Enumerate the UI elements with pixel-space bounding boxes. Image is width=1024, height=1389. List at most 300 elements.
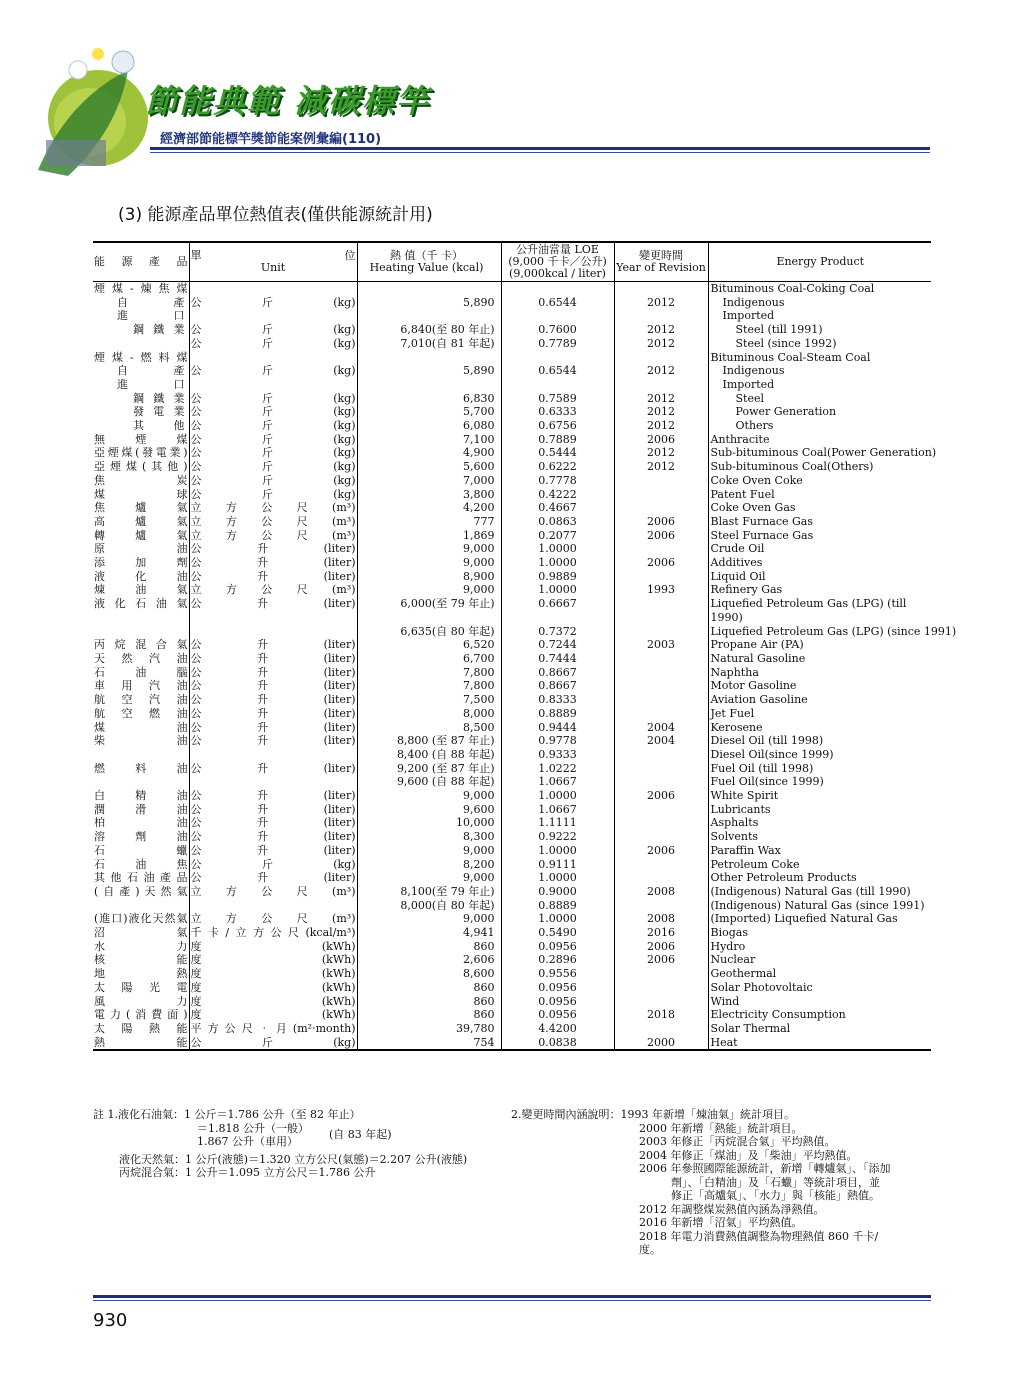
cell-loe: 0.4667 bbox=[501, 501, 614, 515]
cell-unit: 公升(liter) bbox=[190, 816, 356, 830]
col-header-unit bbox=[189, 242, 357, 282]
table-row bbox=[93, 844, 931, 858]
cell-energy-product-en: Jet Fuel bbox=[710, 706, 755, 720]
cell-unit: 立方公尺(m³) bbox=[190, 884, 356, 898]
cell-year-revision: 2000 bbox=[614, 1036, 708, 1051]
cell-unit: 公升(liter) bbox=[190, 569, 356, 583]
cell-heating-value: 7,500 bbox=[357, 693, 501, 707]
cell-unit bbox=[189, 625, 357, 639]
cell-product-name: 高爐氣 bbox=[94, 514, 188, 528]
cell-loe: 0.7244 bbox=[501, 638, 614, 652]
cell-heating-value: 8,000(自 80 年起) bbox=[357, 899, 501, 913]
cell-year-revision bbox=[614, 707, 708, 721]
note-lpg-2: ＝1.818 公升（一般） bbox=[197, 1121, 309, 1135]
cell-product-name: 自產 bbox=[93, 364, 189, 378]
cell-energy-product-en: Petroleum Coke bbox=[710, 857, 800, 871]
note-rev-2: 2003 年修正「丙烷混合氣」平均熱值。 bbox=[639, 1135, 836, 1148]
cell-product-name: 核能 bbox=[94, 953, 188, 967]
cell-year-revision bbox=[614, 542, 708, 556]
cell-loe: 0.8333 bbox=[501, 693, 614, 707]
cell-unit: 公斤(kg) bbox=[190, 323, 356, 337]
cell-unit: 公升(liter) bbox=[190, 556, 356, 570]
cell-product-name: 石蠟 bbox=[94, 843, 188, 857]
cell-loe: 1.0667 bbox=[501, 803, 614, 817]
cell-heating-value bbox=[357, 378, 501, 392]
cell-unit: 度(kWh) bbox=[190, 939, 356, 953]
cell-product-name: 煉油氣 bbox=[94, 583, 188, 597]
cell-energy-product-en: White Spirit bbox=[710, 789, 779, 803]
cell-loe: 0.0956 bbox=[501, 981, 614, 995]
cell-year-revision: 2012 bbox=[614, 405, 708, 419]
cell-year-revision: 1993 bbox=[614, 583, 708, 597]
cell-product-name: 自產 bbox=[93, 296, 189, 310]
cell-energy-product-en: Coke Oven Coke bbox=[710, 473, 803, 487]
cell-unit: 公斤(kg) bbox=[190, 446, 356, 460]
cell-heating-value: 8,000 bbox=[357, 707, 501, 721]
cell-year-revision bbox=[614, 830, 708, 844]
cell-loe: 1.0000 bbox=[501, 542, 614, 556]
table-row bbox=[93, 679, 931, 693]
cell-heating-value: 2,606 bbox=[357, 953, 501, 967]
cell-loe: 0.9222 bbox=[501, 830, 614, 844]
page-number: 930 bbox=[93, 1310, 128, 1331]
cell-energy-product-en: Lubricants bbox=[710, 802, 771, 816]
cell-heating-value: 5,600 bbox=[357, 460, 501, 474]
table-row bbox=[93, 762, 931, 776]
col-header-year bbox=[614, 242, 708, 282]
cell-energy-product-en: (Imported) Liquefied Natural Gas bbox=[710, 912, 898, 926]
cell-unit: 公斤(kg) bbox=[190, 857, 356, 871]
cell-loe: 0.6544 bbox=[501, 296, 614, 310]
cell-energy-product-en: Solvents bbox=[710, 830, 759, 844]
cell-year-revision: 2006 bbox=[614, 940, 708, 954]
cell-product-name: 水力 bbox=[94, 939, 188, 953]
cell-year-revision: 2006 bbox=[614, 433, 708, 447]
cell-loe: 0.7589 bbox=[501, 392, 614, 406]
cell-heating-value: 9,000 bbox=[357, 556, 501, 570]
cell-energy-product-en: Wind bbox=[710, 994, 740, 1008]
cell-unit: 度(kWh) bbox=[190, 980, 356, 994]
cell-energy-product-en: Others bbox=[735, 419, 774, 433]
cell-product-name: 液化油 bbox=[94, 569, 188, 583]
cell-product-name: 進口 bbox=[93, 378, 189, 392]
cell-product-name: 潤滑油 bbox=[94, 802, 188, 816]
cell-energy-product-en: (Indigenous) Natural Gas (since 1991) bbox=[710, 898, 925, 912]
cell-year-revision bbox=[614, 501, 708, 515]
cell-heating-value: 6,000(至 79 年止) bbox=[357, 597, 501, 611]
table-row bbox=[93, 721, 931, 735]
cell-loe: 1.0000 bbox=[501, 912, 614, 926]
col-header-unit-zh: 單 位 bbox=[190, 249, 356, 262]
cell-energy-product-en: Biogas bbox=[710, 926, 748, 940]
cell-year-revision bbox=[614, 282, 708, 296]
cell-product-name: 添加劑 bbox=[94, 556, 188, 570]
cell-loe bbox=[501, 351, 614, 365]
cell-year-revision bbox=[614, 679, 708, 693]
cell-heating-value: 8,900 bbox=[357, 570, 501, 584]
cell-year-revision: 2012 bbox=[614, 392, 708, 406]
table-row bbox=[93, 625, 931, 639]
col-header-energy-en: Energy Product bbox=[708, 242, 931, 282]
table-row bbox=[93, 666, 931, 680]
header-rule bbox=[150, 147, 930, 150]
cell-product-name: 鋼鐵業 bbox=[93, 323, 189, 337]
cell-year-revision bbox=[614, 625, 708, 639]
cell-loe: 1.0000 bbox=[501, 871, 614, 885]
table-row bbox=[93, 460, 931, 474]
cell-product-name: 太陽光電 bbox=[94, 980, 188, 994]
cell-year-revision: 2003 bbox=[614, 638, 708, 652]
cell-product-name: 發電業 bbox=[93, 405, 189, 419]
cell-product-name bbox=[93, 899, 189, 913]
table-row bbox=[93, 556, 931, 570]
table-row bbox=[93, 351, 931, 365]
cell-product-name: 太陽熱能 bbox=[94, 1021, 188, 1035]
cell-heating-value: 8,200 bbox=[357, 858, 501, 872]
table-row bbox=[93, 323, 931, 337]
cell-product-name: 轉爐氣 bbox=[94, 528, 188, 542]
table-row bbox=[93, 693, 931, 707]
cell-loe: 1.0000 bbox=[501, 583, 614, 597]
cell-loe: 0.9778 bbox=[501, 734, 614, 748]
cell-loe: 0.5490 bbox=[501, 926, 614, 940]
cell-loe: 0.4222 bbox=[501, 488, 614, 502]
col-header-heat-zh: 熱 值（千 卡） bbox=[390, 249, 463, 262]
cell-unit bbox=[189, 611, 357, 625]
col-header-product: 能 源 產 品 bbox=[93, 242, 189, 282]
cell-year-revision: 2004 bbox=[614, 734, 708, 748]
cell-product-name bbox=[93, 775, 189, 789]
cell-year-revision bbox=[614, 981, 708, 995]
cell-energy-product-en: Liquefied Petroleum Gas (LPG) (till bbox=[710, 597, 907, 611]
table-row bbox=[93, 981, 931, 995]
cell-loe: 0.0863 bbox=[501, 515, 614, 529]
note-rev-8: 2016 年新增「沼氣」平均熱值。 bbox=[639, 1216, 803, 1229]
cell-loe: 0.7889 bbox=[501, 433, 614, 447]
cell-product-name bbox=[93, 625, 189, 639]
col-header-loe-2: (9,000 千卡／公升) bbox=[508, 255, 607, 268]
cell-heating-value: 860 bbox=[357, 981, 501, 995]
cell-heating-value: 1,869 bbox=[357, 529, 501, 543]
table-row bbox=[93, 748, 931, 762]
cell-loe: 0.7444 bbox=[501, 652, 614, 666]
cell-energy-product-en: Steel (till 1991) bbox=[735, 323, 823, 337]
cell-unit: 公升(liter) bbox=[190, 651, 356, 665]
cell-product-name: 煤油 bbox=[94, 720, 188, 734]
cell-loe: 1.0667 bbox=[501, 775, 614, 789]
cell-unit: 平方公尺‧月(m²‧month) bbox=[190, 1021, 356, 1035]
cell-loe: 0.7600 bbox=[501, 323, 614, 337]
cell-energy-product-en: Paraffin Wax bbox=[710, 843, 781, 857]
cell-year-revision bbox=[614, 816, 708, 830]
cell-product-name: 丙烷混合氣 bbox=[94, 638, 188, 652]
cell-energy-product-en: Bituminous Coal-Coking Coal bbox=[710, 282, 875, 295]
cell-heating-value: 9,000 bbox=[357, 789, 501, 803]
cell-product-name: 白精油 bbox=[94, 789, 188, 803]
table-row bbox=[93, 926, 931, 940]
cell-year-revision: 2016 bbox=[614, 926, 708, 940]
cell-energy-product-en: Fuel Oil (till 1998) bbox=[710, 761, 814, 775]
table-row bbox=[93, 364, 931, 378]
table-row bbox=[93, 899, 931, 913]
table-body bbox=[93, 282, 957, 1051]
cell-product-name: (自產)天然氣 bbox=[94, 884, 188, 898]
cell-year-revision bbox=[614, 597, 708, 611]
cell-unit: 度(kWh) bbox=[190, 953, 356, 967]
cell-product-name: 航空燃油 bbox=[94, 706, 188, 720]
cell-heating-value: 754 bbox=[357, 1036, 501, 1051]
table-row bbox=[93, 1036, 931, 1051]
cell-unit: 公升(liter) bbox=[190, 830, 356, 844]
cell-energy-product-en: Imported bbox=[722, 377, 775, 391]
cell-heating-value: 9,000 bbox=[357, 912, 501, 926]
cell-year-revision bbox=[614, 309, 708, 323]
cell-loe: 0.6333 bbox=[501, 405, 614, 419]
table-row bbox=[93, 488, 931, 502]
cell-product-name: 煤球 bbox=[94, 487, 188, 501]
table-row bbox=[93, 597, 931, 611]
cell-energy-product-en: Steel (since 1992) bbox=[735, 336, 837, 350]
cell-heating-value: 9,000 bbox=[357, 542, 501, 556]
cell-year-revision bbox=[614, 803, 708, 817]
note-lpg-since: (自 83 年起) bbox=[329, 1128, 392, 1141]
cell-energy-product-en: Solar Thermal bbox=[710, 1021, 791, 1035]
cell-heating-value: 777 bbox=[357, 515, 501, 529]
cell-energy-product-en: Motor Gasoline bbox=[710, 679, 797, 693]
col-header-year-zh: 變更時間 bbox=[639, 249, 683, 262]
cell-product-name bbox=[93, 611, 189, 625]
cell-year-revision: 2006 bbox=[614, 515, 708, 529]
energy-table-wrap bbox=[93, 241, 957, 1051]
cell-heating-value: 6,520 bbox=[357, 638, 501, 652]
cell-unit: 公升(liter) bbox=[190, 597, 356, 611]
cell-energy-product-en: Crude Oil bbox=[710, 542, 765, 556]
table-row bbox=[93, 953, 931, 967]
cell-loe: 1.0000 bbox=[501, 789, 614, 803]
cell-loe: 0.9000 bbox=[501, 885, 614, 899]
cell-unit: 公升(liter) bbox=[190, 638, 356, 652]
note-pa: 丙烷混合氣：1 公升＝1.095 立方公尺＝1.786 公升 bbox=[119, 1166, 376, 1179]
cell-product-name: 車用汽油 bbox=[94, 679, 188, 693]
cell-unit: 公升(liter) bbox=[190, 843, 356, 857]
cell-energy-product-en: Aviation Gasoline bbox=[710, 693, 808, 707]
cell-product-name: 焦爐氣 bbox=[94, 501, 188, 515]
cell-energy-product-en: Anthracite bbox=[710, 432, 770, 446]
cell-heating-value: 7,000 bbox=[357, 474, 501, 488]
cell-loe: 0.8889 bbox=[501, 899, 614, 913]
cell-unit: 千卡/立方公尺(kcal/m³) bbox=[190, 926, 356, 940]
table-row bbox=[93, 775, 931, 789]
energy-heating-value-table bbox=[93, 241, 957, 1051]
table-row bbox=[93, 419, 931, 433]
cell-loe bbox=[501, 309, 614, 323]
cell-unit: 公升(liter) bbox=[190, 720, 356, 734]
col-header-heat-en: Heating Value (kcal) bbox=[369, 261, 484, 274]
cell-energy-product-en: Indigenous bbox=[722, 295, 785, 309]
cell-energy-product-en: Naphtha bbox=[710, 665, 759, 679]
cell-unit: 度(kWh) bbox=[190, 967, 356, 981]
table-row bbox=[93, 707, 931, 721]
cell-energy-product-en: Kerosene bbox=[710, 720, 763, 734]
cell-loe: 0.9889 bbox=[501, 570, 614, 584]
cell-heating-value: 7,800 bbox=[357, 679, 501, 693]
cell-heating-value bbox=[357, 309, 501, 323]
cell-product-name: (進口)液化天然氣 bbox=[94, 912, 188, 926]
cell-year-revision bbox=[614, 995, 708, 1009]
cell-product-name: 無煙煤 bbox=[94, 432, 188, 446]
cell-year-revision bbox=[614, 474, 708, 488]
cell-unit: 公升(liter) bbox=[190, 665, 356, 679]
cell-product-name: 液化石油氣 bbox=[94, 597, 188, 611]
cell-loe bbox=[501, 378, 614, 392]
cell-loe: 0.8667 bbox=[501, 679, 614, 693]
cell-unit: 度(kWh) bbox=[190, 1008, 356, 1022]
cell-year-revision bbox=[614, 570, 708, 584]
cell-energy-product-en: Sub-bituminous Coal(Power Generation) bbox=[710, 446, 937, 460]
cell-energy-product-en: 1990) bbox=[710, 610, 743, 624]
note-rev-1: 2000 年新增「熱能」統計項目。 bbox=[639, 1121, 803, 1135]
cell-unit: 公升(liter) bbox=[190, 693, 356, 707]
cell-energy-product-en: Propane Air (PA) bbox=[710, 638, 804, 652]
cell-year-revision: 2006 bbox=[614, 844, 708, 858]
cell-year-revision bbox=[614, 899, 708, 913]
table-row bbox=[93, 816, 931, 830]
cell-heating-value: 5,890 bbox=[357, 364, 501, 378]
cell-energy-product-en: Electricity Consumption bbox=[710, 1008, 846, 1022]
cell-energy-product-en: Patent Fuel bbox=[710, 487, 775, 501]
cell-year-revision bbox=[614, 858, 708, 872]
cell-product-name: 其他 bbox=[93, 419, 189, 433]
cell-year-revision bbox=[614, 693, 708, 707]
cell-year-revision bbox=[614, 1022, 708, 1036]
cell-energy-product-en: Diesel Oil (till 1998) bbox=[710, 734, 824, 748]
cell-product-name: 溶劑油 bbox=[94, 830, 188, 844]
cell-energy-product-en: Other Petroleum Products bbox=[710, 871, 857, 885]
notes-left bbox=[93, 1108, 513, 1180]
cell-heating-value: 8,300 bbox=[357, 830, 501, 844]
cell-unit bbox=[189, 282, 357, 296]
cell-unit bbox=[189, 309, 357, 323]
table-row bbox=[93, 309, 931, 323]
cell-loe: 1.0000 bbox=[501, 556, 614, 570]
cell-year-revision bbox=[614, 748, 708, 762]
table-row bbox=[93, 871, 931, 885]
cell-product-name: 進口 bbox=[93, 309, 189, 323]
cell-product-name: 石油腦 bbox=[94, 665, 188, 679]
cell-product-name: 焦炭 bbox=[94, 473, 188, 487]
cell-year-revision bbox=[614, 611, 708, 625]
cell-unit: 公斤(kg) bbox=[190, 336, 356, 350]
cell-unit: 立方公尺(m³) bbox=[190, 501, 356, 515]
cell-heating-value: 7,800 bbox=[357, 666, 501, 680]
cell-unit: 公升(liter) bbox=[190, 734, 356, 748]
table-header-row bbox=[93, 242, 931, 282]
table-row bbox=[93, 542, 931, 556]
cell-heating-value: 7,010(自 81 年起) bbox=[357, 337, 501, 351]
cell-energy-product-en: Asphalts bbox=[710, 816, 759, 830]
cell-energy-product-en: Hydro bbox=[710, 939, 746, 953]
cell-unit bbox=[189, 775, 357, 789]
cell-energy-product-en: Steel bbox=[735, 391, 764, 405]
section-title: (3) 能源產品單位熱值表(僅供能源統計用) bbox=[118, 205, 433, 225]
cell-product-name: 亞煙煤(發電業) bbox=[94, 446, 188, 460]
cell-energy-product-en: Coke Oven Gas bbox=[710, 501, 796, 515]
cell-loe: 0.5444 bbox=[501, 446, 614, 460]
cell-product-name: 熱能 bbox=[94, 1035, 188, 1049]
cell-year-revision bbox=[614, 762, 708, 776]
cell-unit bbox=[189, 351, 357, 365]
cell-loe: 0.0956 bbox=[501, 995, 614, 1009]
cell-loe: 0.6667 bbox=[501, 597, 614, 611]
cell-loe: 1.0222 bbox=[501, 762, 614, 776]
cell-energy-product-en: Sub-bituminous Coal(Others) bbox=[710, 460, 874, 474]
cell-product-name: 風力 bbox=[94, 994, 188, 1008]
cell-heating-value: 9,200 (至 87 年止) bbox=[357, 762, 501, 776]
cell-energy-product-en: Nuclear bbox=[710, 953, 756, 967]
cell-unit: 公升(liter) bbox=[190, 802, 356, 816]
table-row bbox=[93, 734, 931, 748]
cell-product-name: 沼氣 bbox=[94, 926, 188, 940]
table-row bbox=[93, 529, 931, 543]
note-lpg-3-text: 1.867 公升（車用） bbox=[197, 1135, 298, 1148]
header-title: 節能典範 減碳標竿 bbox=[145, 82, 431, 120]
cell-unit: 公斤(kg) bbox=[190, 405, 356, 419]
cell-heating-value bbox=[357, 282, 501, 296]
cell-heating-value: 8,100(至 79 年止) bbox=[357, 885, 501, 899]
table-row bbox=[93, 501, 931, 515]
cell-year-revision: 2006 bbox=[614, 953, 708, 967]
cell-heating-value: 9,600 bbox=[357, 803, 501, 817]
cell-heating-value: 6,700 bbox=[357, 652, 501, 666]
note-lpg-1: 註 1.液化石油氣：1 公斤＝1.786 公升（至 82 年止） bbox=[93, 1108, 361, 1121]
cell-heating-value: 9,000 bbox=[357, 844, 501, 858]
cell-unit: 公斤(kg) bbox=[190, 432, 356, 446]
cell-loe: 0.9333 bbox=[501, 748, 614, 762]
cell-heating-value: 6,830 bbox=[357, 392, 501, 406]
cell-unit bbox=[189, 899, 357, 913]
footer-rule bbox=[93, 1295, 931, 1298]
cell-year-revision bbox=[614, 351, 708, 365]
cell-heating-value: 8,600 bbox=[357, 967, 501, 981]
table-row bbox=[93, 912, 931, 926]
cell-unit: 公升(liter) bbox=[190, 789, 356, 803]
cell-energy-product-en: Imported bbox=[722, 309, 775, 323]
cell-energy-product-en: Power Generation bbox=[735, 405, 837, 419]
cell-heating-value: 8,800 (至 87 年止) bbox=[357, 734, 501, 748]
cell-loe: 0.2896 bbox=[501, 953, 614, 967]
cell-loe: 1.1111 bbox=[501, 816, 614, 830]
table-row bbox=[93, 940, 931, 954]
cell-heating-value: 5,890 bbox=[357, 296, 501, 310]
table-row bbox=[93, 570, 931, 584]
cell-loe: 0.2077 bbox=[501, 529, 614, 543]
cell-heating-value: 9,000 bbox=[357, 583, 501, 597]
table-row bbox=[93, 378, 931, 392]
cell-heating-value: 8,500 bbox=[357, 721, 501, 735]
table-row bbox=[93, 611, 931, 625]
cell-energy-product-en: Fuel Oil(since 1999) bbox=[710, 775, 824, 789]
cell-product-name: 柴油 bbox=[94, 734, 188, 748]
cell-year-revision bbox=[614, 378, 708, 392]
cell-heating-value: 3,800 bbox=[357, 488, 501, 502]
table-row bbox=[93, 1022, 931, 1036]
cell-energy-product-en: Liquid Oil bbox=[710, 569, 766, 583]
cell-loe: 0.8667 bbox=[501, 666, 614, 680]
cell-loe: 0.7372 bbox=[501, 625, 614, 639]
cell-heating-value: 860 bbox=[357, 940, 501, 954]
cell-loe: 0.9556 bbox=[501, 967, 614, 981]
cell-loe bbox=[501, 611, 614, 625]
